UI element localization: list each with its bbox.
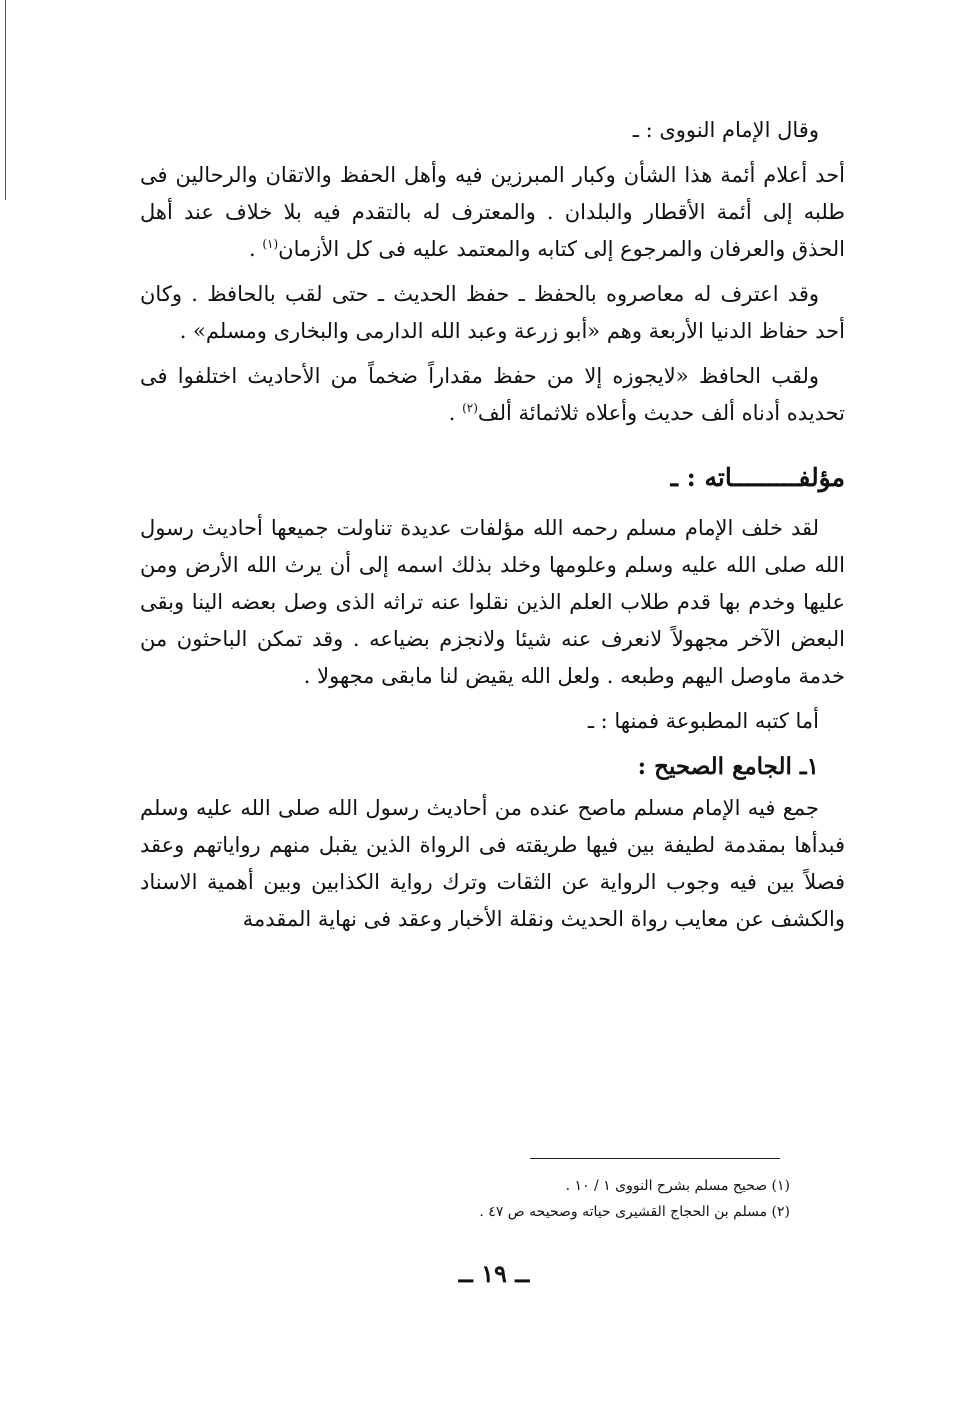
page-body [140, 112, 845, 938]
contemporaries-paragraph: وقد اعترف له معاصروه بالحفظ ـ حفظ الحديث ـ حتى لقب بالحافظ . وكان أحد حفاظ الدنيا الأربعة وهم «أبو زرعة وعبد الله الدارمى والبخارى ومسلم» . [140, 282, 845, 343]
hafiz-title-text: ولقب الحافظ «لايجوزه إلا من حفظ مقداراً ضخماً من الأحاديث اختلفوا فى تحديده أدناه ألف حديث وأعلاه ثلاثمائة ألف [140, 364, 845, 425]
sahih-subheading: ١ـ الجامع الصحيح : [637, 753, 819, 780]
sahih-paragraph: جمع فيه الإمام مسلم ماصح عنده من أحاديث رسول الله صلى الله عليه وسلم فبدأها بمقدمة لطيفة بين فيها طريقته فى الرواة الذين يقبل منهم رواياتهم وعقد فصلاً بين فيه وجوب الرواية عن الثقات وترك رواية الكذابين وبين أهمية الاسناد والكشف عن معايب رواة الحديث ونقلة الأخبار وعقد فى نهاية المقدمة [140, 796, 845, 931]
works-heading: مؤلفـــــــــاته : ـ [670, 463, 845, 492]
printed-books-intro: أما كتبه المطبوعة فمنها : ـ [587, 709, 819, 733]
footnote-ref-1: (١) [262, 237, 279, 251]
hafiz-title-paragraph: ولقب الحافظ «لايجوزه إلا من حفظ مقداراً ضخماً من الأحاديث اختلفوا فى تحديده أدناه ألف حديث وأعلاه ثلاثمائة ألف$^{(٢)}$ . [140, 364, 845, 425]
footnote-ref-2: (٢) [462, 401, 478, 415]
works-paragraph: لقد خلف الإمام مسلم رحمه الله مؤلفات عديدة تناولت جميعها أحاديث رسول الله صلى الله عليه وسلم وعلومها وخلد بذلك اسمه إلى أن يرث الله الأرض ومن عليها وخدم بها قدم طلاب العلم الذين نقلوا عنه تراثه الذى وصل بعضه الينا وبقى البعض الآخر مجهولاً لانعرف عنه شيئا ولانجزم بضياعه . وقد تمكن الباحثون من خدمة ماوصل اليهم وطبعه . ولعل الله يقيض لنا مابقى مجهولا . [140, 516, 845, 688]
nawawi-quote: أحد أعلام أئمة هذا الشأن وكبار المبرزين فيه وأهل الحفظ والاتقان والرحالين فى طلبه إلى أئمة الأقطار والبلدان . والمعترف له بالتقدم فيه بلا خلاف عند أهل الحذق والعرفان والمرجوع إلى كتابه والمعتمد عليه فى كل الأزمان$^{(١)}$ . [140, 163, 845, 261]
nawawi-quote-intro: وقال الإمام النووى : ـ [632, 118, 819, 142]
scan-edge-line [5, 0, 6, 200]
page-number: ــ ١٩ ــ [458, 1259, 530, 1288]
footnote-divider [530, 1158, 780, 1159]
nawawi-quote-text: أحد أعلام أئمة هذا الشأن وكبار المبرزين فيه وأهل الحفظ والاتقان والرحالين فى طلبه إلى أئمة الأقطار والبلدان . والمعترف له بالتقدم فيه بلا خلاف عند أهل الحذق والعرفان والمرجوع إلى كتابه والمعتمد عليه فى كل الأزمان [140, 163, 845, 261]
footnote-2: (٢) مسلم بن الحجاج القشيرى حياته وصحيحه ص ٤٧ . [479, 1204, 790, 1220]
footnotes [330, 1173, 790, 1225]
footnote-1: (١) صحيح مسلم بشرح النووى ١ / ١٠ . [565, 1178, 790, 1194]
